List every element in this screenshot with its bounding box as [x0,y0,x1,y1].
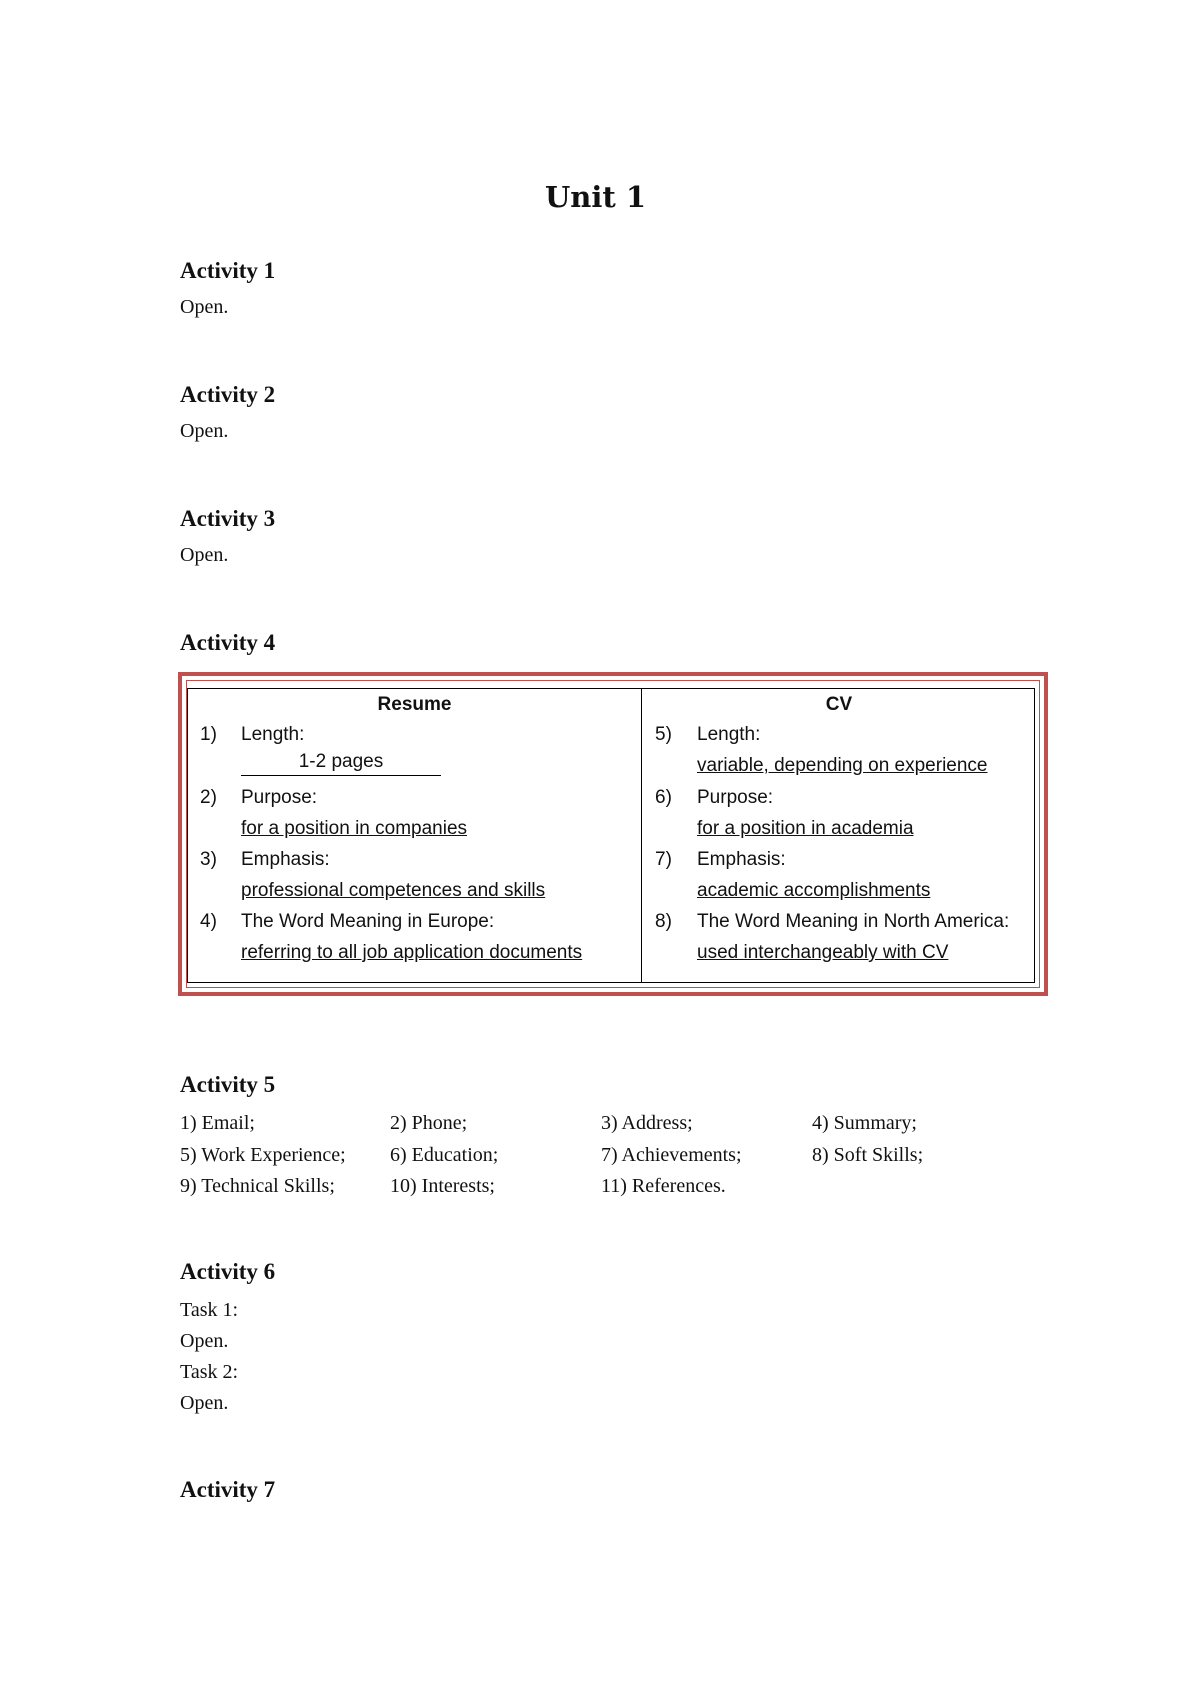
column-divider [641,689,642,982]
activity-5-heading: Activity 5 [180,1072,276,1097]
activity-3-answer: Open. [180,544,229,566]
activity-5-item: 7) Achievements; [601,1144,742,1166]
activity-2-answer: Open. [180,420,229,442]
activity-5-item: 1) Email; [180,1112,255,1134]
activity-5-item: 2) Phone; [390,1112,468,1134]
resume-item-label: Length: [241,724,305,745]
cv-item-number: 5) [655,724,672,745]
cv-item-label: Emphasis: [697,849,786,870]
activity-1-answer: Open. [180,296,229,318]
activity-5-item: 6) Education; [390,1144,499,1166]
activity-6-heading: Activity 6 [180,1259,276,1284]
activity-3-heading: Activity 3 [180,506,276,531]
cv-item-label: The Word Meaning in North America: [697,911,1010,932]
cv-item-label: Purpose: [697,787,774,808]
resume-item-number: 4) [200,911,217,932]
resume-item-number: 2) [200,787,217,808]
resume-item-label: Purpose: [241,787,318,808]
cv-item-answer: used interchangeably with CV [697,942,949,963]
resume-item-answer: 1-2 pages [298,751,384,772]
resume-item-number: 1) [200,724,217,745]
activity-2-heading: Activity 2 [180,382,276,407]
activity-5-item: 11) References. [601,1175,726,1197]
activity-6-task-label: Task 1: [180,1299,239,1321]
resume-length-answer-blank [241,751,441,776]
cv-item-answer: for a position in academia [697,818,914,839]
cv-item-answer: academic accomplishments [697,880,931,901]
resume-item-label: Emphasis: [241,849,330,870]
cv-item-number: 6) [655,787,672,808]
activity-6-task-answer: Open. [180,1330,229,1352]
activity-5-item: 3) Address; [601,1112,693,1134]
cv-item-label: Length: [697,724,761,745]
activity-5-item: 8) Soft Skills; [812,1144,924,1166]
resume-cv-comparison-table [187,688,1035,983]
resume-item-answer: for a position in companies [241,818,468,839]
resume-item-label: The Word Meaning in Europe: [241,911,495,932]
resume-item-answer: referring to all job application documents [241,942,583,963]
activity-7-heading: Activity 7 [180,1477,276,1502]
resume-item-answer: professional competences and skills [241,880,546,901]
cv-column-header: CV [825,694,853,715]
activity-6-task-answer: Open. [180,1392,229,1414]
page-title: Unit 1 [544,180,647,214]
cv-item-answer: variable, depending on experience [697,755,988,776]
resume-item-number: 3) [200,849,217,870]
activity-5-item: 4) Summary; [812,1112,917,1134]
cv-item-number: 7) [655,849,672,870]
activity-5-item: 5) Work Experience; [180,1144,346,1166]
activity-4-heading: Activity 4 [180,630,276,655]
activity-1-heading: Activity 1 [180,258,276,283]
resume-column-header: Resume [377,694,452,715]
cv-item-number: 8) [655,911,672,932]
activity-5-item: 9) Technical Skills; [180,1175,335,1197]
activity-6-task-label: Task 2: [180,1361,239,1383]
activity-5-item: 10) Interests; [390,1175,495,1197]
